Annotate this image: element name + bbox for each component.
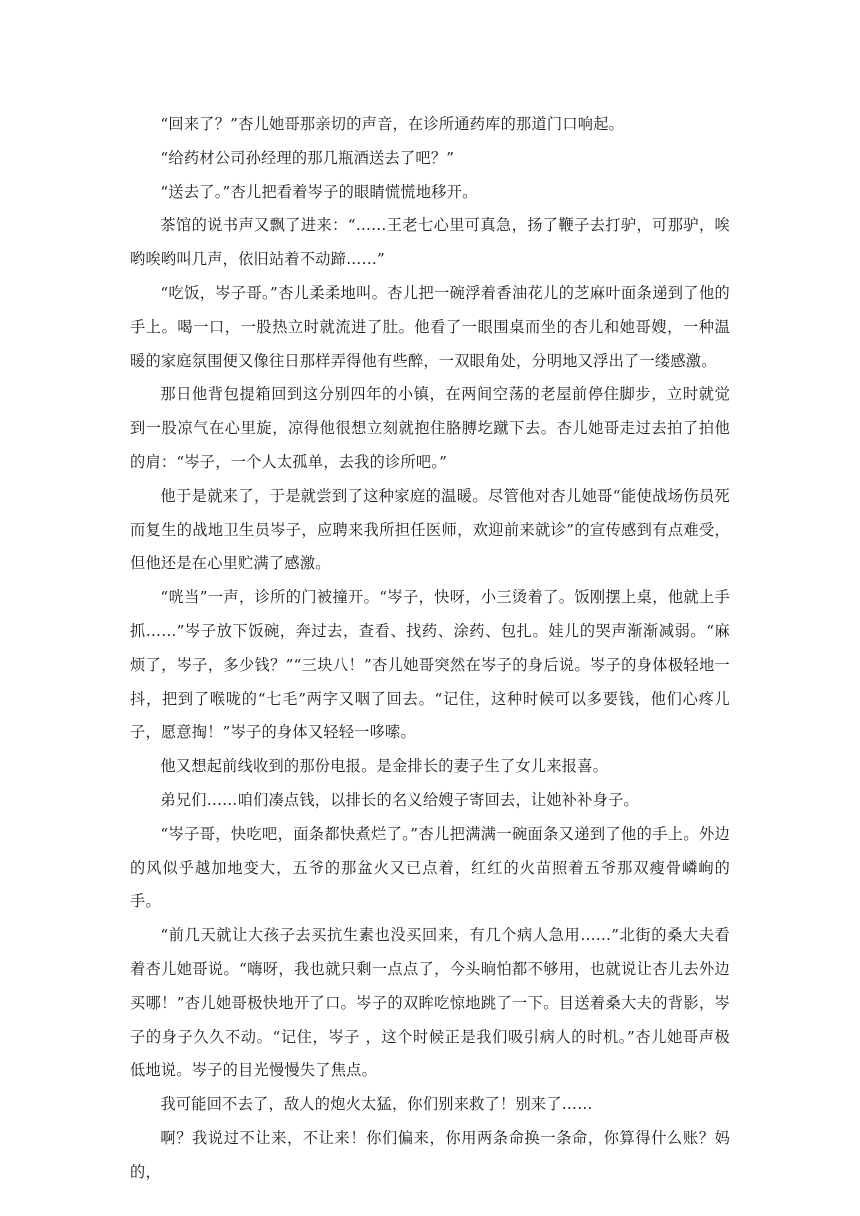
paragraph-1: “回来了？”杏儿她哥那亲切的声音，在诊所通药库的那道门口响起。 <box>160 115 625 133</box>
paragraph-12: “前几天就让大孩子去买抗生素也没买回来，有几个病人急用……”北街的桑大夫看着杏儿她哥说。“嗨呀，我也就只剩一点点了，今头晌怕都不够用，也就说让杏儿去外边买哪！”杏儿她哥极快地开了口。岑子的双眸吃惊地跳了一下。目送着桑大夫的背影，岑子的身子久久不动。“记住，岑子 ，这个时候正是我们吸引病人的时机。”杏儿她哥声极低地说。岑子的目光慢慢失了焦点。 <box>130 926 730 1080</box>
paragraph-6: 那日他背包提箱回到这分别四年的小镇，在两间空荡的老屋前停住脚步，立时就觉到一股凉气在心里旋，凉得他很想立刻就抱住胳膊圪蹴下去。杏儿她哥走过去拍了拍他的肩：“岑子，一个人太孤单，去我的诊所吧。” <box>130 385 730 471</box>
paragraph-2: “给药材公司孙经理的那几瓶酒送去了吧？” <box>160 148 455 167</box>
paragraph-7: 他于是就来了，于是就尝到了这种家庭的温暖。尽管他对杏儿她哥“能使战场伤员死而复生的战地卫生员岑子，应聘来我所担任医师，欢迎前来就诊”的宣传感到有点难受，但他还是在心里贮满了感激。 <box>130 486 730 573</box>
paragraph-9: 他又想起前线收到的那份电报。是金排长的妻子生了女儿来报喜。 <box>160 757 609 776</box>
paragraph-14: 啊？我说过不让来，不让来！你们偏来，你用两条命换一条命，你算得什么账？妈的， <box>130 1128 730 1181</box>
paragraph-5: “吃饭，岑子哥。”杏儿柔柔地叫。杏儿把一碗浮着香油花儿的芝麻叶面条递到了他的手上。喝一口，一股热立时就流进了肚。他看了一眼围桌而坐的杏儿和她哥嫂，一种温暖的家庭氛围便又像往日那样弄得他有些醉，一双眼角处，分明地又浮出了一缕感激。 <box>130 283 730 370</box>
paragraph-13: 我可能回不去了，敌人的炮火太猛，你们别来救了！别来了…… <box>160 1095 593 1114</box>
paragraph-8: “咣当”一声，诊所的门被撞开。“岑子，快呀，小三烫着了。饭刚摆上桌，他就上手抓……”岑子放下饭碗，奔过去，查看、找药、涂药、包扎。娃儿的哭声渐渐减弱。“麻烦了，岑子，多少钱？”“三块八！”杏儿她哥突然在岑子的身后说。岑子的身体极轻地一抖，把到了喉咙的“七毛”两字又咽了回去。“记住，这种时候可以多要钱，他们心疼儿子，愿意掏！”岑子的身体又轻轻一哆嗦。 <box>130 588 730 742</box>
paragraph-10: 弟兄们……咱们凑点钱，以排长的名义给嫂子寄回去，让她补补身子。 <box>160 790 639 809</box>
story-body <box>130 108 730 1190</box>
paragraph-4: 茶馆的说书声又飘了进来：“……王老七心里可真急，扬了鞭子去打驴，可那驴，唉哟唉哟叫几声，依旧站着不动蹄……” <box>130 216 730 269</box>
paragraph-3: “送去了。”杏儿把看着岑子的眼睛慌慌地移开。 <box>160 182 478 201</box>
paragraph-11: “岑子哥，快吃吧，面条都快煮烂了。”杏儿把满满一碗面条又递到了他的手上。外边的风似乎越加地变大，五爷的那盆火又已点着，红红的火苗照着五爷那双瘦骨嶙峋的手。 <box>130 824 730 911</box>
